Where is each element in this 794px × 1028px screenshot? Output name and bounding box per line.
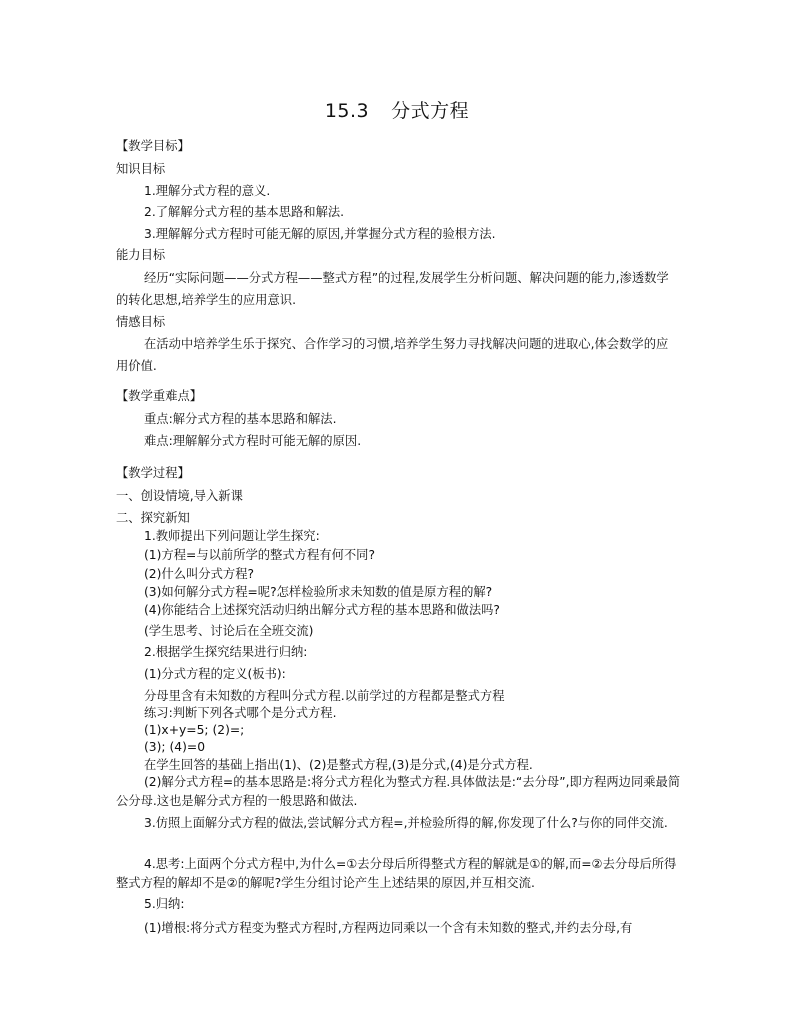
process-para-4: 4.思考:上面两个分式方程中,为什么=①去分母后所得整式方程的解就是①的解,而=②去分母后所得整式方程的解却不是②的解呢?学生分组讨论产生上述结果的原因,并互相交流. — [116, 857, 677, 890]
process-line: (3); (4)=0 — [144, 740, 206, 754]
emotion-text: 在活动中培养学生乐于探究、合作学习的习惯,培养学生努力寻找解决问题的进取心,体会数学的应用价值. — [116, 337, 669, 373]
goals-heading: 【教学目标】 — [116, 139, 190, 153]
process-line: (1)方程=与以前所学的整式方程有何不同? — [144, 548, 375, 562]
ability-heading: 能力目标 — [116, 248, 166, 262]
page-title — [0, 98, 794, 124]
knowledge-item-2: 2.了解解分式方程的基本思路和解法. — [144, 205, 345, 219]
process-para-3: 3.仿照上面解分式方程的做法,尝试解分式方程=,并检验所得的解,你发现了什么?与你的同伴交流. — [144, 816, 668, 830]
emotion-heading: 情感目标 — [116, 315, 166, 329]
process-line: (2)什么叫分式方程? — [144, 567, 255, 581]
process-line: 练习:判断下列各式哪个是分式方程. — [144, 706, 337, 720]
knowledge-item-3: 3.理解解分式方程时可能无解的原因,并掌握分式方程的验根方法. — [144, 227, 496, 241]
knowledge-item-1: 1.理解分式方程的意义. — [144, 184, 271, 198]
process-line: 分母里含有未知数的方程叫分式方程.以前学过的方程都是整式方程 — [144, 689, 505, 703]
process-part-2: 二、探究新知 — [116, 511, 190, 525]
ability-text: 经历“实际问题——分式方程——整式方程”的过程,发展学生分析问题、解决问题的能力,渗透数学的转化思想,培养学生的应用意识. — [116, 271, 669, 307]
process-line: (1)x+y=5; (2)=; — [144, 723, 245, 737]
keypoints-heading: 【教学重难点】 — [116, 389, 203, 403]
process-line: 在学生回答的基础上指出(1)、(2)是整式方程,(3)是分式,(4)是分式方程. — [144, 758, 533, 772]
process-line: (学生思考、讨论后在全班交流) — [144, 624, 314, 638]
process-part-1: 一、创设情境,导入新课 — [116, 489, 243, 503]
process-item-5-1: (1)增根:将分式方程变为整式方程时,方程两边同乘以一个含有未知数的整式,并约去分母,有 — [144, 921, 633, 935]
process-line: (1)分式方程的定义(板书): — [144, 667, 286, 681]
process-line: (4)你能结合上述探究活动归纳出解分式方程的基本思路和做法吗? — [144, 603, 500, 617]
process-item-5: 5.归纳: — [144, 897, 185, 911]
section-title: 分式方程 — [391, 100, 470, 122]
process-line: (3)如何解分式方程=呢?怎样检验所求未知数的值是原方程的解? — [144, 585, 493, 599]
process-heading: 【教学过程】 — [116, 466, 190, 480]
important-point: 重点:解分式方程的基本思路和解法. — [144, 412, 337, 426]
knowledge-heading: 知识目标 — [116, 162, 166, 176]
section-number: 15.3 — [324, 100, 370, 122]
process-para-2: (2)解分式方程=的基本思路是:将分式方程化为整式方程.具体做法是:“去分母”,即方程两边同乘最简公分母.这也是解分式方程的一般思路和做法. — [116, 775, 681, 808]
process-line: 2.根据学生探究结果进行归纳: — [144, 645, 308, 659]
difficult-point: 难点:理解解分式方程时可能无解的原因. — [144, 434, 362, 448]
process-line: 1.教师提出下列问题让学生探究: — [144, 529, 320, 543]
